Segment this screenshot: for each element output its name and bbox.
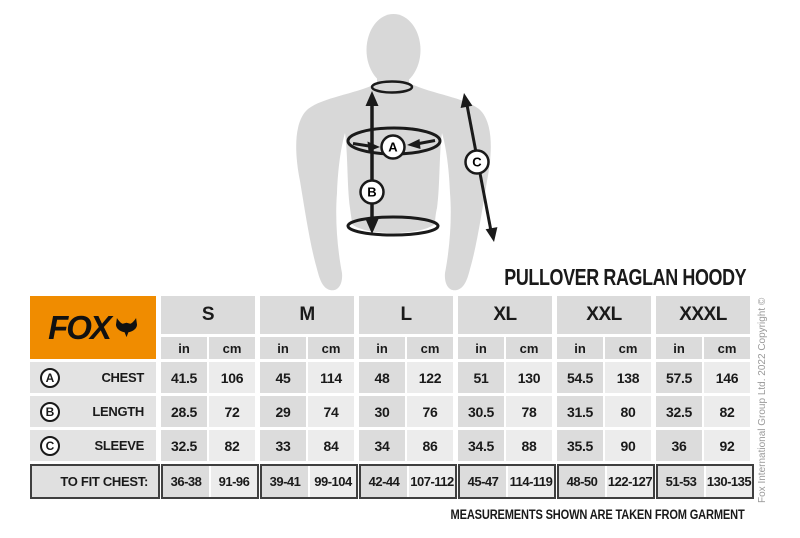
- unit-header-in: in: [359, 337, 405, 359]
- unit-header-in: in: [557, 337, 603, 359]
- fit-xxl-cm: 122-127: [607, 466, 653, 497]
- size-header-xxl: XXL: [557, 296, 651, 334]
- diagram-marker-b-label: B: [367, 184, 377, 200]
- value-group-xxl: [557, 430, 651, 461]
- sleeve-m-in: 33: [260, 430, 306, 461]
- value-group-xxl: [557, 362, 651, 393]
- fox-logo-text: FOX: [48, 308, 110, 346]
- row-label-length: [30, 396, 156, 427]
- value-group-l: [359, 362, 453, 393]
- row-label-to-fit-chest: TO FIT CHEST:: [30, 464, 160, 499]
- unit-header-in: in: [260, 337, 306, 359]
- fit-l-cm: 107-112: [409, 466, 455, 497]
- fit-group-m: [260, 464, 358, 499]
- measurement-footnote: MEASUREMENTS SHOWN ARE TAKEN FROM GARMENT: [450, 507, 745, 522]
- garment-measurement-diagram: [270, 5, 570, 300]
- sleeve-xl-cm: 88: [506, 430, 552, 461]
- value-group-xxxl: [656, 362, 750, 393]
- unit-header-in: in: [458, 337, 504, 359]
- chest-xxxl-in: 57.5: [656, 362, 702, 393]
- unit-header-in: in: [656, 337, 702, 359]
- diagram-marker-a: [382, 136, 405, 159]
- unit-group: [458, 337, 552, 359]
- unit-group: [656, 337, 750, 359]
- unit-header-cm: cm: [704, 337, 750, 359]
- sleeve-s-cm: 82: [209, 430, 255, 461]
- size-header-m: M: [260, 296, 354, 334]
- row-label-text: SLEEVE: [94, 438, 144, 453]
- chest-xxxl-cm: 146: [704, 362, 750, 393]
- chest-m-cm: 114: [308, 362, 354, 393]
- length-xxxl-in: 32.5: [656, 396, 702, 427]
- unit-group: [359, 337, 453, 359]
- fit-m-in: 39-41: [262, 466, 308, 497]
- size-header-xxxl: XXXL: [656, 296, 750, 334]
- unit-group: [557, 337, 651, 359]
- row-label-chest: [30, 362, 156, 393]
- value-group-l: [359, 430, 453, 461]
- chest-xl-in: 51: [458, 362, 504, 393]
- marker-c-badge: C: [40, 436, 60, 456]
- table-row-length: [30, 396, 750, 427]
- unit-header-cm: cm: [506, 337, 552, 359]
- fit-xxl-in: 48-50: [559, 466, 605, 497]
- fit-group-xxl: [557, 464, 655, 499]
- sleeve-xl-in: 34.5: [458, 430, 504, 461]
- unit-header-cm: cm: [407, 337, 453, 359]
- chest-l-cm: 122: [407, 362, 453, 393]
- fit-xl-cm: 114-119: [508, 466, 554, 497]
- fit-m-cm: 99-104: [310, 466, 356, 497]
- length-s-cm: 72: [209, 396, 255, 427]
- unit-header-cm: cm: [605, 337, 651, 359]
- chest-xxl-in: 54.5: [557, 362, 603, 393]
- length-l-in: 30: [359, 396, 405, 427]
- value-group-xl: [458, 430, 552, 461]
- sleeve-xxl-cm: 90: [605, 430, 651, 461]
- chest-l-in: 48: [359, 362, 405, 393]
- marker-a-badge: A: [40, 368, 60, 388]
- length-xxl-in: 31.5: [557, 396, 603, 427]
- fit-group-l: [359, 464, 457, 499]
- length-m-cm: 74: [308, 396, 354, 427]
- diagram-marker-c-label: C: [472, 154, 482, 170]
- unit-group: [260, 337, 354, 359]
- table-row-sleeve: [30, 430, 750, 461]
- sleeve-l-in: 34: [359, 430, 405, 461]
- fit-group-s: [161, 464, 259, 499]
- chest-s-in: 41.5: [161, 362, 207, 393]
- chest-s-cm: 106: [209, 362, 255, 393]
- value-group-xl: [458, 396, 552, 427]
- table-row-chest: [30, 362, 750, 393]
- unit-header-in: in: [161, 337, 207, 359]
- size-chart-header: [30, 296, 750, 359]
- fit-s-cm: 91-96: [211, 466, 257, 497]
- fox-head-icon: [115, 317, 138, 339]
- fit-s-in: 36-38: [163, 466, 209, 497]
- fit-group-xxxl: [656, 464, 754, 499]
- fit-xxxl-in: 51-53: [658, 466, 704, 497]
- marker-b-badge: B: [40, 402, 60, 422]
- row-label-sleeve: [30, 430, 156, 461]
- chest-xxl-cm: 138: [605, 362, 651, 393]
- fit-l-in: 42-44: [361, 466, 407, 497]
- value-group-xxxl: [656, 396, 750, 427]
- unit-group: [161, 337, 255, 359]
- size-header-s: S: [161, 296, 255, 334]
- row-label-text: CHEST: [101, 370, 144, 385]
- value-group-s: [161, 430, 255, 461]
- row-label-text: LENGTH: [92, 404, 144, 419]
- table-row-to-fit-chest: [30, 464, 750, 499]
- value-group-m: [260, 362, 354, 393]
- value-group-m: [260, 430, 354, 461]
- length-xxl-cm: 80: [605, 396, 651, 427]
- sleeve-xxxl-in: 36: [656, 430, 702, 461]
- value-group-xl: [458, 362, 552, 393]
- unit-header-cm: cm: [308, 337, 354, 359]
- sleeve-s-in: 32.5: [161, 430, 207, 461]
- length-xxxl-cm: 82: [704, 396, 750, 427]
- size-header-xl: XL: [458, 296, 552, 334]
- unit-header-cm: cm: [209, 337, 255, 359]
- value-group-l: [359, 396, 453, 427]
- diagram-marker-c: [466, 151, 489, 174]
- size-header-columns: [161, 296, 750, 359]
- size-name-row: [161, 296, 750, 334]
- sleeve-l-cm: 86: [407, 430, 453, 461]
- sleeve-xxl-in: 35.5: [557, 430, 603, 461]
- unit-header-row: [161, 337, 750, 359]
- product-title: PULLOVER RAGLAN HOODY: [504, 264, 746, 290]
- sleeve-m-cm: 84: [308, 430, 354, 461]
- value-group-xxl: [557, 396, 651, 427]
- length-xl-cm: 78: [506, 396, 552, 427]
- length-l-cm: 76: [407, 396, 453, 427]
- diagram-marker-b: [361, 181, 384, 204]
- value-group-s: [161, 362, 255, 393]
- diagram-marker-a-label: A: [388, 139, 398, 155]
- silhouette-torso: [296, 67, 491, 291]
- length-s-in: 28.5: [161, 396, 207, 427]
- length-xl-in: 30.5: [458, 396, 504, 427]
- chest-m-in: 45: [260, 362, 306, 393]
- fit-xxxl-cm: 130-135: [706, 466, 752, 497]
- value-group-s: [161, 396, 255, 427]
- size-header-l: L: [359, 296, 453, 334]
- sleeve-xxxl-cm: 92: [704, 430, 750, 461]
- chest-xl-cm: 130: [506, 362, 552, 393]
- value-group-m: [260, 396, 354, 427]
- fit-xl-in: 45-47: [460, 466, 506, 497]
- value-group-xxxl: [656, 430, 750, 461]
- fit-group-xl: [458, 464, 556, 499]
- length-m-in: 29: [260, 396, 306, 427]
- fox-logo: [30, 296, 156, 359]
- size-chart-table: [30, 296, 750, 499]
- copyright-text: Fox International Group Ltd. 2022 Copyright ©: [757, 297, 768, 503]
